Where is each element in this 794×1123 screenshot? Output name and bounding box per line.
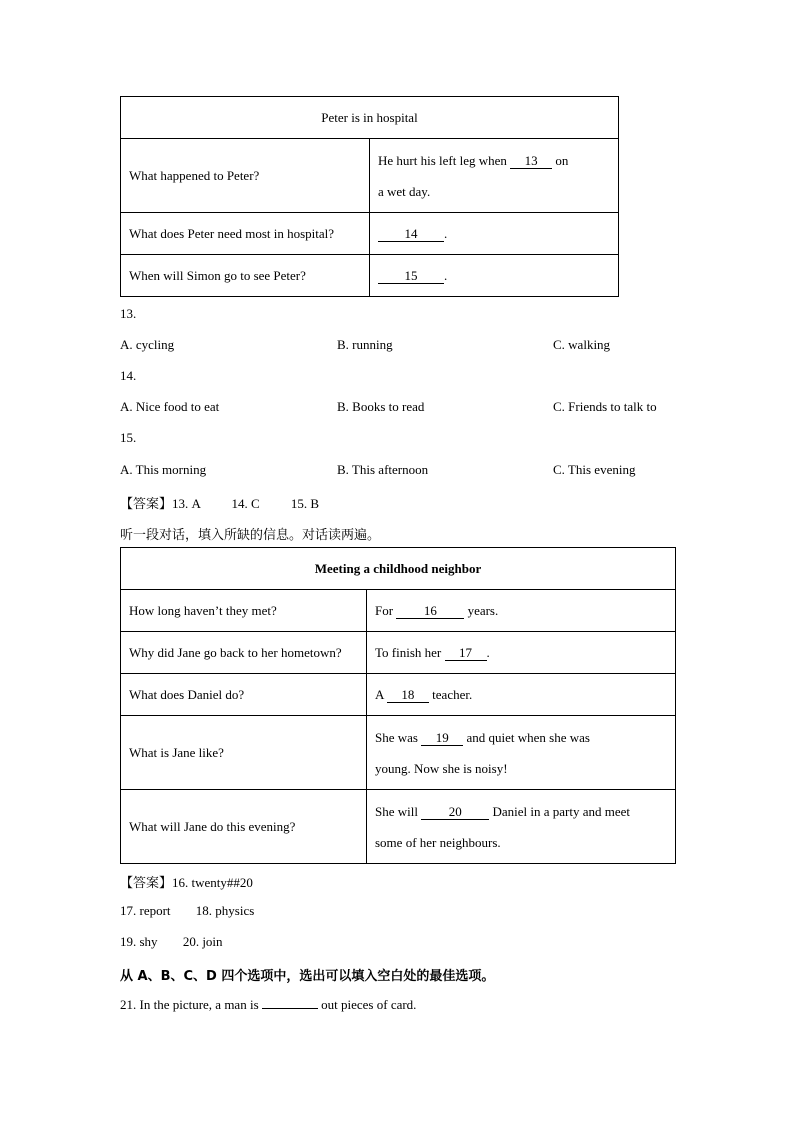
- q14-option-b: B. Books to read: [337, 399, 425, 414]
- table-childhood-neighbor: [120, 547, 676, 864]
- q14-option-a: A. Nice food to eat: [120, 399, 220, 414]
- answer-text: A: [375, 686, 384, 702]
- answer-15: 15. B: [290, 496, 320, 511]
- table-peter-in-hospital: [120, 96, 619, 297]
- q13-option-b: B. running: [337, 337, 393, 352]
- answer-19: 19. shy: [120, 934, 158, 949]
- blank-13: 13: [510, 154, 552, 169]
- answer-text: .: [444, 267, 448, 283]
- answer-text: and quiet when she was: [466, 729, 590, 745]
- table2-title: Meeting a childhood neighbor: [121, 548, 676, 590]
- blank-15: 15: [378, 269, 444, 284]
- table2-answer-4: [367, 716, 676, 790]
- answer-text: Daniel in a party and meet: [492, 803, 631, 819]
- table1-answer-3: [370, 255, 619, 297]
- table-row: [121, 213, 619, 255]
- blank-19: 19: [421, 731, 463, 746]
- table-row: [121, 674, 676, 716]
- answer-text: For: [375, 602, 394, 618]
- answer-text-line2: a wet day.: [378, 183, 431, 199]
- question-21-text: 21. In the picture, a man is: [120, 997, 259, 1012]
- answer-text: years.: [467, 602, 499, 618]
- answer-text: teacher.: [432, 686, 473, 702]
- answer-line-3: [120, 903, 254, 919]
- answer-text: She will: [375, 803, 418, 819]
- q15-option-a: A. This morning: [120, 462, 207, 477]
- answer-18: 18. physics: [195, 903, 255, 918]
- answer-13: 13. A: [172, 496, 201, 511]
- answer-17: 17. report: [120, 903, 171, 918]
- blank-18: 18: [387, 688, 429, 703]
- answer-text: on: [555, 152, 569, 168]
- answer-line-2: [120, 872, 253, 891]
- answer-label: 【答案】: [120, 876, 173, 891]
- question-13-number: 13.: [120, 306, 137, 321]
- answer-text: To finish her: [375, 644, 442, 660]
- blank-21: [262, 1008, 318, 1009]
- answer-text: .: [444, 225, 448, 241]
- table-row: [121, 632, 676, 674]
- table2-answer-5: [367, 790, 676, 864]
- table-row: [121, 790, 676, 864]
- table1-question-2: What does Peter need most in hospital?: [121, 213, 370, 255]
- blank-20: 20: [421, 805, 489, 820]
- table-row: [121, 590, 676, 632]
- answer-text: She was: [375, 729, 418, 745]
- question-21: [120, 997, 416, 1013]
- q13-option-c: C. walking: [553, 337, 611, 352]
- table1-answer-2: [370, 213, 619, 255]
- blank-14: 14: [378, 227, 444, 242]
- table2-question-3: What does Daniel do?: [121, 674, 367, 716]
- table2-question-4: What is Jane like?: [121, 716, 367, 790]
- q13-option-a: A. cycling: [120, 337, 175, 352]
- answer-line-4: [120, 934, 223, 950]
- q15-option-b: B. This afternoon: [337, 462, 429, 477]
- answer-14: 14. C: [231, 496, 260, 511]
- section-instruction-bold: 从 A、B、C、D 四个选项中，选出可以填入空白处的最佳选项。: [120, 969, 495, 984]
- table2-answer-2: [367, 632, 676, 674]
- table-row: [121, 139, 619, 213]
- table2-question-1: How long haven’t they met?: [121, 590, 367, 632]
- answer-text: He hurt his left leg when: [378, 152, 507, 168]
- answer-text-line2: some of her neighbours.: [375, 834, 501, 850]
- question-14-number: 14.: [120, 368, 137, 383]
- answer-16: 16. twenty##20: [172, 875, 253, 890]
- answer-text-line2: young. Now she is noisy!: [375, 760, 508, 776]
- table1-answer-1: [370, 139, 619, 213]
- q14-option-c: C. Friends to talk to: [553, 399, 657, 414]
- answer-text: .: [486, 644, 490, 660]
- table2-question-2: Why did Jane go back to her hometown?: [121, 632, 367, 674]
- answer-20: 20. join: [182, 934, 223, 949]
- question-21-text-end: out pieces of card.: [321, 997, 417, 1012]
- table-row: [121, 255, 619, 297]
- q15-option-c: C. This evening: [553, 462, 636, 477]
- table2-question-5: What will Jane do this evening?: [121, 790, 367, 864]
- answer-label: 【答案】: [120, 497, 173, 512]
- table2-answer-1: [367, 590, 676, 632]
- table1-question-1: What happened to Peter?: [121, 139, 370, 213]
- table2-answer-3: [367, 674, 676, 716]
- question-15-number: 15.: [120, 430, 137, 445]
- answer-line-1: [120, 493, 319, 512]
- table1-title: Peter is in hospital: [121, 97, 619, 139]
- blank-16: 16: [396, 604, 464, 619]
- table1-question-3: When will Simon go to see Peter?: [121, 255, 370, 297]
- table-row: [121, 716, 676, 790]
- section-instruction: 听一段对话，填入所缺的信息。对话读两遍。: [120, 528, 381, 543]
- blank-17: 17: [445, 646, 487, 661]
